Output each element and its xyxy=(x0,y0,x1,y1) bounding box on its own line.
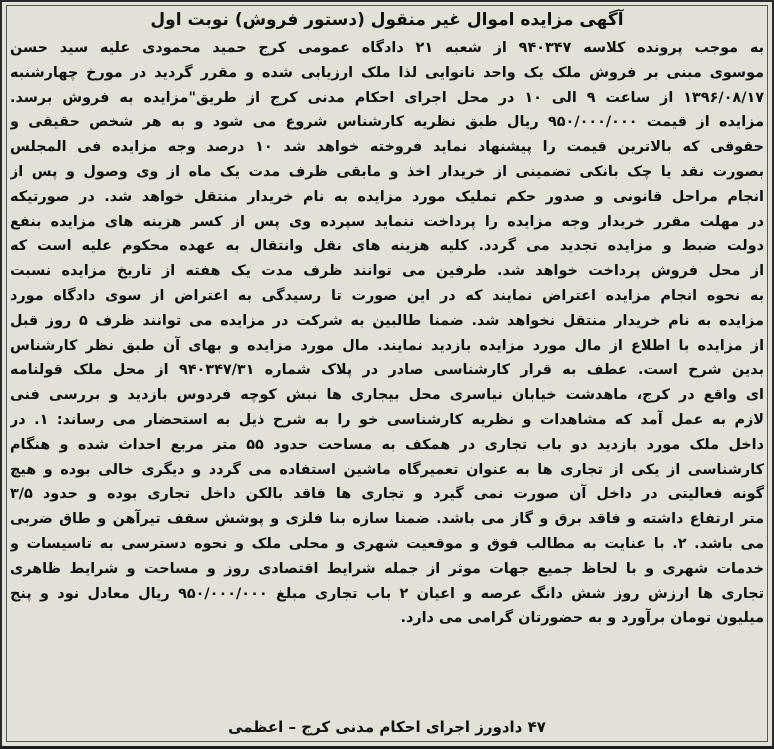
body-line-5: حقوقی که بالاترین قیمت را پیشنهاد نماید فروخته خواهد شد ۱۰ درصد وجه مزایده فی المجلس xyxy=(10,139,764,156)
body-line-14: بدین شرح است. عطف به قرار کارشناسی صادر در پلاک شماره ۹۴۰۳۴۷/۳۱ از محل ملک قولنامه xyxy=(10,362,764,379)
body-line-20: متر ارتفاع داشته و فاقد برق و گاز می باشد. ضمنا سازه بنا فلزی و پوشش سقف تیرآهن و طاق ضربی xyxy=(10,511,764,528)
body-line-13: از مزایده با اطلاع از مال مورد مزایده بازدید نمایند. مال مورد مزایده و بهای آن طبق نظر کارشناس xyxy=(10,337,764,354)
body-line-16: لازم به عمل آمد که مشاهدات و نظریه کارشناسی خو را به شرح ذیل به استحضار می رساند: ۱. در xyxy=(10,411,764,428)
body-line-24: میلیون تومان برآورد و به حضورتان گرامی می دارد. xyxy=(400,610,764,627)
body-line-6: بصورت نقد یا چک بانکی تضمینی از خریدار اخذ و مابقی ظرف مدت یک ماه از وی وصول و پس از xyxy=(10,163,764,180)
body-line-1: به موجب پرونده کلاسه ۹۴۰۳۴۷ از شعبه ۲۱ دادگاه عمومی کرج حمید محمودی علیه سید حسن xyxy=(10,40,764,56)
body-line-11: به نحوه انجام مزایده اعتراض نمایند که در این صورت تا رسیدگی به اعتراض از سوی دادگاه مورد xyxy=(10,287,764,304)
body-line-23: تجاری ها ارزش روز شش دانگ عرصه و اعیان ۲ باب تجاری مبلغ ۹۵۰/۰۰۰/۰۰۰ ریال معادل نود و پنج xyxy=(10,585,764,602)
body-line-12: مزایده به نام خریدار منتقل نخواهد شد. ضمنا طالبین به شرکت در مزایده می توانند ظرف ۵ روز قبل xyxy=(10,312,764,329)
body-line-7: انجام مراحل قانونی و صدور حکم تملیک مورد مزایده به نام خریدار منتقل خواهد شد. در صورتیکه xyxy=(10,188,764,205)
body-line-22: خدمات شهری و با لحاظ جمیع جهات موثر از جمله شرایط اقتصادی روز و مساحت و شرایط ظاهری xyxy=(10,560,764,577)
body-line-21: می باشد. ۲. با عنایت به مطالب فوق و موقعیت شهری و محلی ملک و نحوه دسترسی به تاسیسات و xyxy=(10,535,764,552)
body-line-10: از محل فروش پرداخت خواهد شد. طرفین می توانند ظرف مدت یک هفته از تاریخ مزایده نسبت xyxy=(10,263,764,280)
body-line-4: مزایده از قیمت ۹۵۰/۰۰۰/۰۰۰ ریال طبق نظریه کارشناس شروع می شود و به هر شخص حقیقی و xyxy=(10,114,764,131)
notice-body xyxy=(10,36,764,631)
body-line-2: موسوی مبنی بر فروش ملک یک واحد نانوایی لذا ملک ارزیابی شده و مقرر گردید در مورخ چهارشنبه xyxy=(10,64,764,81)
body-line-17: داخل ملک مورد بازدید دو باب تجاری در همکف به مساحت حدود ۵۵ متر مربع احداث شده و هنگام xyxy=(10,436,764,453)
body-line-3: ۱۳۹۶/۰۸/۱۷ از ساعت ۹ الی ۱۰ در محل اجرای احکام مدنی کرج از طریق"مزایده به فروش برسد. xyxy=(10,89,764,106)
notice-signature: ۴۷ دادورز اجرای احکام مدنی کرج – اعظمی xyxy=(228,718,546,736)
body-line-8: در مهلت مقرر خریدار وجه مزایده را پرداخت ننماید سپرده وی پس از کسر هزینه های مزایده بنفع xyxy=(10,213,764,230)
body-line-18: کارشناسی از یکی از تجاری ها به عنوان تعمیرگاه ماشین استفاده می گردد و دیگری خالی بوده و هیچ xyxy=(10,461,764,478)
body-line-19: گونه فعالیتی در داخل آن صورت نمی گیرد و تجاری ها فاقد بالکن داخل تجاری بوده و حدود ۳/۵ xyxy=(10,486,764,503)
notice-title: آگهی مزایده اموال غیر منقول (دستور فروش) نوبت اول xyxy=(150,10,624,30)
body-line-9: دولت ضبط و مزایده تجدید می گردد. کلیه هزینه های نقل وانتقال به عهده محکوم علیه است که xyxy=(10,238,764,255)
body-line-15: ای واقع در کرج، ماهدشت خیابان نیاسری محل بیجاری ها نبش کوچه فردوس بازدید و بررسی فنی xyxy=(10,387,764,404)
